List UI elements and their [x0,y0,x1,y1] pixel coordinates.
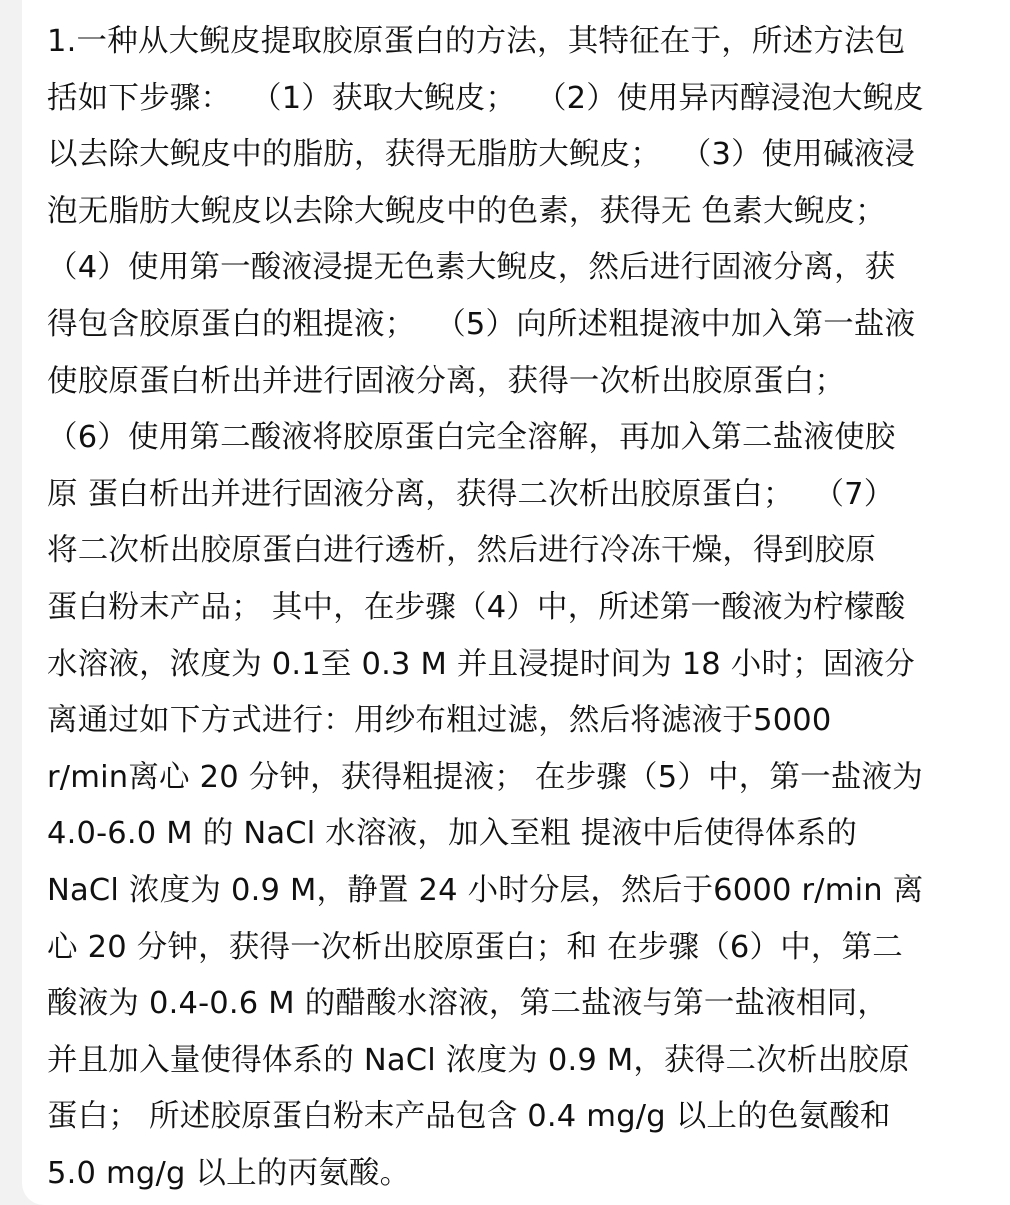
text-line: 括如下步骤： （1）获取大鲵皮； （2）使用异丙醇浸泡大鲵皮 [47,80,924,116]
text-line: 泡无脂肪大鲵皮以去除大鲵皮中的色素，获得无 色素大鲵皮； [47,193,886,229]
text-line: 4.0-6.0 M 的 NaCl 水溶液，加入至粗 提液中后使得体系的 [47,816,858,852]
text-line: 水溶液，浓度为 0.1至 0.3 M 并且浸提时间为 18 小时；固液分 [47,646,916,682]
text-line: （6）使用第二酸液将胶原蛋白完全溶解，再加入第二盐液使胶 [47,420,896,456]
text-line: 原 蛋白析出并进行固液分离，获得二次析出胶原蛋白； （7） [47,476,895,512]
text-line: 5.0 mg/g 以上的丙氨酸。 [47,1155,411,1191]
text-line: 酸液为 0.4-0.6 M 的醋酸水溶液，第二盐液与第一盐液相同， [47,986,889,1022]
text-line: 使胶原蛋白析出并进行固液分离，获得一次析出胶原蛋白； [47,363,846,399]
text-line: 心 20 分钟，获得一次析出胶原蛋白；和 在步骤（6）中，第二 [47,929,903,965]
text-line: 以去除大鲵皮中的脂肪，获得无脂肪大鲵皮； （3）使用碱液浸 [47,137,916,173]
text-line: （4）使用第一酸液浸提无色素大鲵皮，然后进行固液分离，获 [47,250,896,286]
text-line: 离通过如下方式进行：用纱布粗过滤，然后将滤液于5000 [47,703,832,739]
patent-claim-text [47,14,1007,1202]
text-line: 得包含胶原蛋白的粗提液； （5）向所述粗提液中加入第一盐液 [47,306,916,342]
text-line: 蛋白； 所述胶原蛋白粉末产品包含 0.4 mg/g 以上的色氨酸和 [47,1099,891,1135]
text-line: 并且加入量使得体系的 NaCl 浓度为 0.9 M，获得二次析出胶原 [47,1042,910,1078]
text-line: 1.一种从大鲵皮提取胶原蛋白的方法，其特征在于，所述方法包 [47,24,906,59]
text-line: r/min离心 20 分钟，获得粗提液； 在步骤（5）中，第一盐液为 [47,759,923,795]
text-line: 将二次析出胶原蛋白进行透析，然后进行冷冻干燥，得到胶原 [47,533,876,569]
content-card [22,0,1010,1205]
text-line: 蛋白粉末产品； 其中，在步骤（4）中，所述第一酸液为柠檬酸 [47,589,906,625]
text-line: NaCl 浓度为 0.9 M，静置 24 小时分层，然后于6000 r/min 离 [47,872,924,908]
